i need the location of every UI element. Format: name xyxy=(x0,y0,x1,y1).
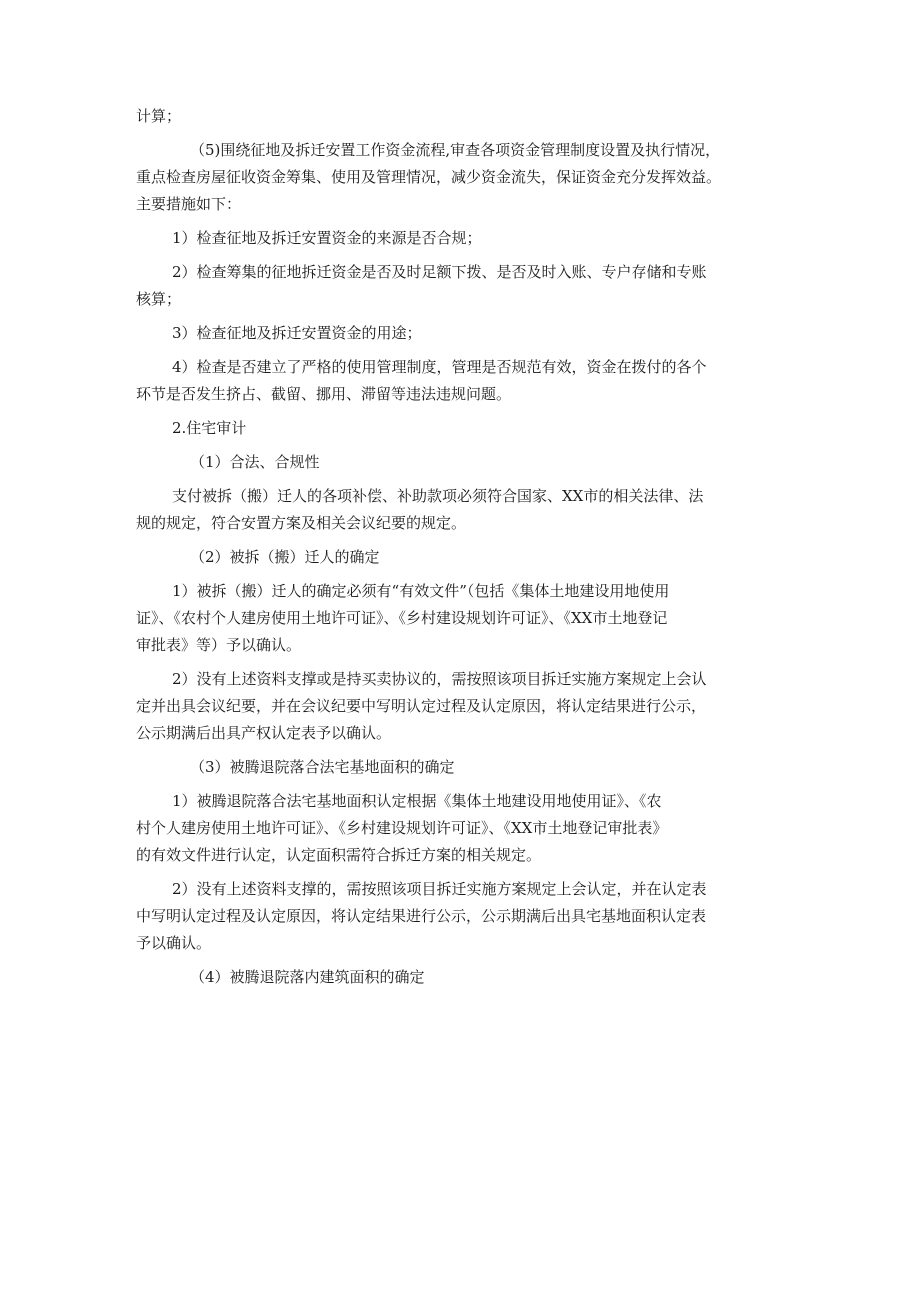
text-line: 主要措施如下： xyxy=(136,195,242,213)
text-line: 环节是否发生挤占、截留、挪用、滞留等违法违规问题。 xyxy=(136,385,512,403)
section-heading: 2.住宅审计 xyxy=(172,419,247,437)
text-line: 公示期满后出具产权认定表予以确认。 xyxy=(136,724,392,742)
paragraph-start: （5)围绕征地及拆迁安置工作资金流程,审查各项资金管理制度设置及执行情况， xyxy=(190,141,721,159)
text-line: 中写明认定过程及认定原因，将认定结果进行公示，公示期满后出具宅基地面积认定表 xyxy=(136,907,707,925)
text-line: 定并出具会议纪要，并在会议纪要中写明认定过程及认定原因，将认定结果进行公示， xyxy=(136,697,707,715)
text-line: 计算； xyxy=(136,107,182,125)
list-item: 2）检查筹集的征地拆迁资金是否及时足额下拨、是否及时入账、专户存储和专账 xyxy=(172,263,707,281)
text-line: 的有效文件进行认定，认定面积需符合拆迁方案的相关规定。 xyxy=(136,846,542,864)
text-line: 予以确认。 xyxy=(136,934,212,952)
text-line: 证》、《农村个人建房使用土地许可证》、《乡村建设规划许可证》、《XX市土地登记 xyxy=(136,609,668,627)
subsection-heading: （4）被腾退院落内建筑面积的确定 xyxy=(190,968,425,986)
list-item: 1）被拆（搬）迁人的确定必须有“有效文件”（包括《集体土地建设用地使用 xyxy=(172,582,670,600)
list-item: 2）没有上述资料支撑的，需按照该项目拆迁实施方案规定上会认定，并在认定表 xyxy=(172,880,707,898)
document-page xyxy=(136,106,796,987)
list-item: 2）没有上述资料支撑或是持买卖协议的，需按照该项目拆迁实施方案规定上会认 xyxy=(172,670,707,688)
list-item: 3）检查征地及拆迁安置资金的用途； xyxy=(172,324,422,342)
list-item: 1）检查征地及拆迁安置资金的来源是否合规； xyxy=(172,229,482,247)
text-line: 审批表》等）予以确认。 xyxy=(136,636,302,654)
subsection-heading: （3）被腾退院落合法宅基地面积的确定 xyxy=(190,758,455,776)
text-line: 村个人建房使用土地许可证》、《乡村建设规划许可证》、《XX市土地登记审批表》 xyxy=(136,819,668,837)
text-line: 规的规定，符合安置方案及相关会议纪要的规定。 xyxy=(136,514,467,532)
list-item: 1）被腾退院落合法宅基地面积认定根据《集体土地建设用地使用证》、《农 xyxy=(172,792,662,810)
text-line: 核算； xyxy=(136,290,182,308)
list-item: 4）检查是否建立了严格的使用管理制度，管理是否规范有效，资金在拨付的各个 xyxy=(172,358,707,376)
subsection-heading: （1）合法、合规性 xyxy=(190,453,320,471)
paragraph-start: 支付被拆（搬）迁人的各项补偿、补助款项必须符合国家、XX市的相关法律、法 xyxy=(172,487,704,505)
text-line: 重点检查房屋征收资金筹集、使用及管理情况，减少资金流失，保证资金充分发挥效益。 xyxy=(136,168,722,186)
subsection-heading: （2）被拆（搬）迁人的确定 xyxy=(190,548,380,566)
